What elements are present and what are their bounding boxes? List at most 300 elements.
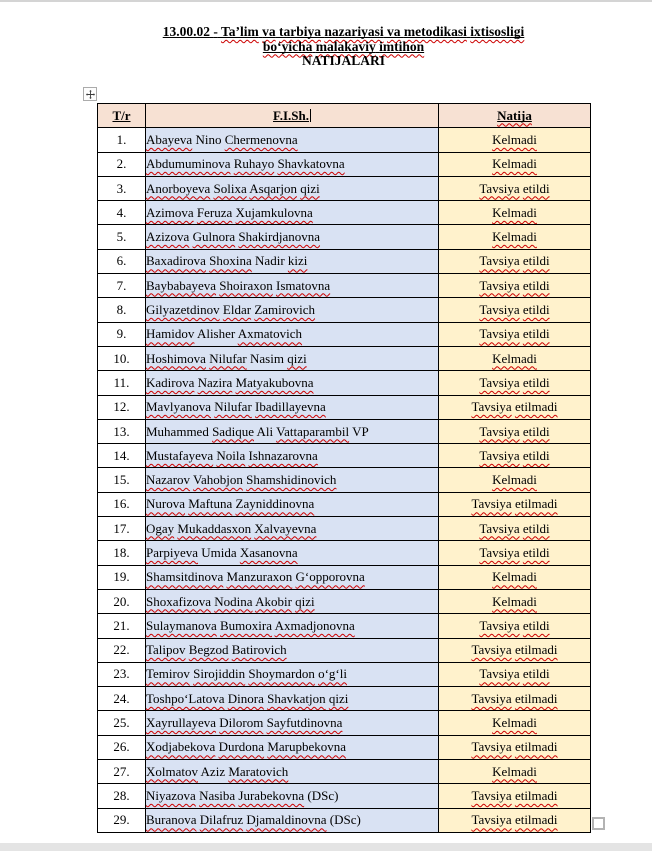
name-cell[interactable] xyxy=(146,419,439,443)
table-row xyxy=(98,249,591,273)
result-cell-text xyxy=(479,618,549,633)
word: Akobir xyxy=(255,593,292,609)
name-cell-text xyxy=(146,399,326,414)
table-row xyxy=(98,371,591,395)
word: ToshpoʻLatova xyxy=(146,690,225,706)
name-cell-text xyxy=(146,181,320,196)
word: Xolmatov xyxy=(146,763,198,779)
word: Maratovich xyxy=(228,763,289,779)
name-cell[interactable] xyxy=(146,711,439,735)
word: Nilufar xyxy=(214,399,252,415)
name-cell-text xyxy=(146,545,298,560)
name-cell[interactable] xyxy=(146,784,439,808)
name-cell[interactable] xyxy=(146,517,439,541)
word: Ruhayo xyxy=(233,156,275,172)
row-number-cell[interactable] xyxy=(98,322,146,346)
result-cell-text xyxy=(492,205,537,220)
word: Mustafayeva xyxy=(146,447,214,463)
word: Shoxina xyxy=(209,253,252,269)
result-cell[interactable] xyxy=(439,614,591,638)
result-cell-text xyxy=(471,691,557,706)
result-cell-text xyxy=(479,375,549,390)
name-cell[interactable] xyxy=(146,492,439,516)
header-cell-result[interactable] xyxy=(439,104,591,128)
name-cell-text xyxy=(146,521,316,536)
result-cell-text xyxy=(479,253,549,268)
word: Solixa xyxy=(213,180,247,196)
name-cell[interactable] xyxy=(146,662,439,686)
word: etildi xyxy=(522,302,550,318)
row-number-cell[interactable] xyxy=(98,468,146,492)
name-cell-text xyxy=(146,569,365,584)
table-row xyxy=(98,711,591,735)
title-line-1 xyxy=(97,25,590,40)
word: Maftuna xyxy=(188,496,233,512)
row-number-cell[interactable] xyxy=(98,784,146,808)
table-resize-handle[interactable] xyxy=(592,817,605,830)
word: Ogay xyxy=(146,520,175,536)
word: Shamsitdinova xyxy=(146,569,224,585)
name-cell[interactable] xyxy=(146,274,439,298)
word: Tavsiya xyxy=(479,520,520,536)
word: Aziz xyxy=(200,763,226,779)
name-cell[interactable] xyxy=(146,687,439,711)
title-line-2 xyxy=(97,40,590,55)
result-cell[interactable] xyxy=(439,638,591,662)
name-cell-text xyxy=(146,278,330,293)
word: Kelmadi xyxy=(492,229,537,245)
result-cell-text xyxy=(479,302,549,317)
word: Tavsiya xyxy=(479,447,520,463)
word: Kelmadi xyxy=(492,593,537,609)
word: Nasiba xyxy=(199,787,236,803)
table-row xyxy=(98,565,591,589)
name-cell-text xyxy=(146,302,315,317)
word: Ismatovna xyxy=(275,277,331,293)
result-cell[interactable] xyxy=(439,176,591,200)
result-cell-text xyxy=(492,351,537,366)
row-number-cell-text: 2. xyxy=(116,156,127,172)
row-number-cell-text: 4. xyxy=(116,204,127,220)
word: etilmadi xyxy=(514,690,558,706)
word: Talipov xyxy=(146,642,186,658)
word: Sirojiddin xyxy=(193,666,246,682)
word: Xujamkulovna xyxy=(235,204,313,220)
row-number-cell[interactable] xyxy=(98,395,146,419)
document-title[interactable] xyxy=(97,25,590,69)
table-row xyxy=(98,395,591,419)
result-cell[interactable] xyxy=(439,492,591,516)
row-number-cell[interactable] xyxy=(98,128,146,152)
word: Marupbekovna xyxy=(267,739,347,755)
row-number-cell[interactable] xyxy=(98,614,146,638)
results-table-body xyxy=(98,128,591,833)
name-cell[interactable] xyxy=(146,468,439,492)
word: VP xyxy=(352,423,369,439)
table-row xyxy=(98,760,591,784)
table-row xyxy=(98,638,591,662)
word: etilmadi xyxy=(514,496,558,512)
word: Kelmadi xyxy=(492,156,537,172)
table-row xyxy=(98,201,591,225)
row-number-cell[interactable] xyxy=(98,298,146,322)
word: Dilafruz xyxy=(199,812,244,828)
word: Dinora xyxy=(227,690,264,706)
name-cell[interactable] xyxy=(146,322,439,346)
row-number-cell-text: 24. xyxy=(113,690,130,706)
word: Xayrullayeva xyxy=(146,715,217,731)
table-row xyxy=(98,322,591,346)
row-number-cell[interactable] xyxy=(98,152,146,176)
word: Kelmadi xyxy=(492,472,537,488)
word: (DSc) xyxy=(307,787,339,803)
word: Kadirova xyxy=(146,374,195,390)
row-number-cell-text: 9. xyxy=(116,326,127,342)
title-line-3: NATIJALARI xyxy=(301,53,385,68)
name-cell[interactable] xyxy=(146,395,439,419)
table-row xyxy=(98,152,591,176)
word: etildi xyxy=(522,180,550,196)
page-break-band xyxy=(0,843,652,851)
row-number-cell[interactable] xyxy=(98,760,146,784)
row-number-cell-text: 20. xyxy=(113,593,130,609)
result-cell[interactable] xyxy=(439,517,591,541)
name-cell-text xyxy=(146,229,320,244)
word: Shavkatjon xyxy=(267,690,326,706)
name-cell[interactable] xyxy=(146,638,439,662)
row-number-cell[interactable] xyxy=(98,176,146,200)
word: Axmatovich xyxy=(237,326,303,342)
word: 13.00.02 xyxy=(162,24,210,39)
word: Anorboyeva xyxy=(146,180,211,196)
word: Tavsiya xyxy=(471,812,512,828)
row-number-cell-text: 13. xyxy=(113,423,130,439)
word: etildi xyxy=(522,253,550,269)
word: Zamirovich xyxy=(254,302,315,318)
word: Chermenovna xyxy=(224,131,298,147)
result-cell-text xyxy=(492,229,537,244)
results-table xyxy=(97,103,591,833)
result-cell[interactable] xyxy=(439,395,591,419)
row-number-cell[interactable] xyxy=(98,249,146,273)
name-cell[interactable] xyxy=(146,541,439,565)
result-cell[interactable] xyxy=(439,128,591,152)
row-number-cell[interactable] xyxy=(98,638,146,662)
result-cell[interactable] xyxy=(439,808,591,832)
word: boʻyicha xyxy=(262,38,313,54)
word: Tavsiya xyxy=(479,666,520,682)
word: Sulaymanova xyxy=(146,617,217,633)
word: Xodjabekova xyxy=(146,739,216,755)
row-number-cell[interactable] xyxy=(98,687,146,711)
word: Xalvayevna xyxy=(254,520,317,536)
row-number-cell[interactable] xyxy=(98,346,146,370)
word: Bumoxira xyxy=(220,617,273,633)
result-cell[interactable] xyxy=(439,468,591,492)
result-cell[interactable] xyxy=(439,760,591,784)
word: Tavsiya xyxy=(471,399,512,415)
row-number-cell[interactable] xyxy=(98,371,146,395)
name-cell-text xyxy=(146,132,298,147)
word: Nodina xyxy=(214,593,253,609)
result-cell-text xyxy=(471,399,557,414)
table-move-handle[interactable] xyxy=(83,87,97,101)
name-cell-text xyxy=(146,326,302,341)
word: Kelmadi xyxy=(492,350,537,366)
word: Xasanovna xyxy=(239,544,298,560)
word: Nurova xyxy=(146,496,185,512)
row-number-cell-text: 11. xyxy=(113,374,130,390)
table-row xyxy=(98,128,591,152)
name-cell-text xyxy=(146,739,346,754)
result-cell[interactable] xyxy=(439,735,591,759)
word: Vahobjon xyxy=(193,472,243,488)
name-cell[interactable] xyxy=(146,201,439,225)
result-cell-text xyxy=(471,496,557,511)
word: Azimova xyxy=(146,204,194,220)
name-cell-text xyxy=(146,351,307,366)
result-cell-text xyxy=(492,569,537,584)
result-cell-text xyxy=(492,715,537,730)
row-number-cell[interactable] xyxy=(98,711,146,735)
name-cell[interactable] xyxy=(146,808,439,832)
table-row xyxy=(98,517,591,541)
word: Hoshimova xyxy=(146,350,206,366)
result-cell[interactable] xyxy=(439,565,591,589)
row-number-cell[interactable] xyxy=(98,735,146,759)
result-cell[interactable] xyxy=(439,541,591,565)
result-cell[interactable] xyxy=(439,444,591,468)
word: Tavsiya xyxy=(479,423,520,439)
word: Mavlyanova xyxy=(146,399,211,415)
page-top-edge xyxy=(0,0,652,2)
table-row xyxy=(98,687,591,711)
result-cell[interactable] xyxy=(439,784,591,808)
header-num-label: T/r xyxy=(112,107,131,123)
table-row xyxy=(98,298,591,322)
result-cell-text xyxy=(492,472,537,487)
row-number-cell[interactable] xyxy=(98,225,146,249)
word: qizi xyxy=(328,690,349,706)
word: Jurabekovna xyxy=(238,787,305,803)
name-cell[interactable] xyxy=(146,589,439,613)
name-cell-text xyxy=(146,205,313,220)
name-cell[interactable] xyxy=(146,152,439,176)
result-cell[interactable] xyxy=(439,322,591,346)
result-cell[interactable] xyxy=(439,711,591,735)
word: nazariyasi xyxy=(324,24,384,39)
word: ixtisosligi xyxy=(470,24,525,39)
word: Tavsiya xyxy=(471,787,512,803)
name-cell[interactable] xyxy=(146,298,439,322)
word: va xyxy=(387,24,401,39)
row-number-cell-text: 25. xyxy=(113,715,130,731)
header-cell-num[interactable] xyxy=(98,104,146,128)
row-number-cell-text: 6. xyxy=(116,253,127,269)
word: Natija xyxy=(497,107,532,123)
word: etilmadi xyxy=(514,642,558,658)
result-cell-text xyxy=(479,545,549,560)
word: tarbiya xyxy=(279,24,321,39)
result-cell-text xyxy=(492,764,537,779)
name-cell[interactable] xyxy=(146,614,439,638)
row-number-cell-text: 1. xyxy=(116,131,127,147)
word: Gilyazetdinov xyxy=(146,302,220,318)
word: Sadique xyxy=(212,423,254,439)
result-cell-text xyxy=(479,521,549,536)
name-cell[interactable] xyxy=(146,565,439,589)
row-number-cell-text: 3. xyxy=(116,180,127,196)
word: - xyxy=(213,24,218,39)
row-number-cell[interactable] xyxy=(98,808,146,832)
word: Tavsiya xyxy=(479,302,520,318)
result-cell[interactable] xyxy=(439,589,591,613)
name-cell[interactable] xyxy=(146,760,439,784)
name-cell[interactable] xyxy=(146,444,439,468)
row-number-cell[interactable] xyxy=(98,201,146,225)
word: qizi xyxy=(300,180,320,196)
word: Dilorom xyxy=(219,715,264,731)
name-cell-text xyxy=(146,472,336,487)
word: Kelmadi xyxy=(492,569,537,585)
name-cell[interactable] xyxy=(146,176,439,200)
four-way-arrow-icon xyxy=(86,90,95,99)
word: Parpiyeva xyxy=(146,544,198,560)
word: Nazarov xyxy=(146,472,191,488)
name-cell[interactable] xyxy=(146,346,439,370)
table-row xyxy=(98,492,591,516)
row-number-cell-text: 7. xyxy=(116,277,127,293)
word: Buranova xyxy=(146,812,197,828)
name-cell-text xyxy=(146,715,342,730)
result-cell[interactable] xyxy=(439,274,591,298)
header-cell-name[interactable] xyxy=(146,104,439,128)
name-cell[interactable] xyxy=(146,128,439,152)
result-cell[interactable] xyxy=(439,249,591,273)
word: Shoymardon xyxy=(248,666,315,682)
word: Feruza xyxy=(196,204,233,220)
word: qizi xyxy=(287,350,307,366)
row-number-cell-text: 14. xyxy=(113,447,130,463)
row-number-cell[interactable] xyxy=(98,565,146,589)
word: etildi xyxy=(522,326,550,342)
word: Tavsiya xyxy=(479,326,520,342)
table-row xyxy=(98,225,591,249)
word: metodikasi xyxy=(403,24,467,39)
row-number-cell[interactable] xyxy=(98,419,146,443)
word: Begzod xyxy=(188,642,229,658)
name-cell-text xyxy=(146,788,338,803)
table-row xyxy=(98,541,591,565)
table-row xyxy=(98,614,591,638)
word: Tavsiya xyxy=(471,690,512,706)
name-cell-text xyxy=(146,764,288,779)
row-number-cell-text: 18. xyxy=(113,544,130,560)
word: Nino xyxy=(195,131,222,147)
result-cell-text xyxy=(479,278,549,293)
table-row xyxy=(98,735,591,759)
row-number-cell-text: 22. xyxy=(113,642,130,658)
row-number-cell-text: 26. xyxy=(113,739,130,755)
word: etildi xyxy=(522,423,550,439)
result-cell-text xyxy=(479,181,549,196)
word: Matyakubovna xyxy=(235,374,314,390)
word: Zayniddinovna xyxy=(235,496,315,512)
name-cell[interactable] xyxy=(146,735,439,759)
word: Ibadillayevna xyxy=(255,399,326,415)
name-cell-text xyxy=(146,253,307,268)
result-cell[interactable] xyxy=(439,419,591,443)
word: va xyxy=(262,24,276,39)
word: Eldar xyxy=(222,302,252,318)
word: etildi xyxy=(522,447,550,463)
table-row xyxy=(98,274,591,298)
name-cell-text xyxy=(146,642,287,657)
word: Durdona xyxy=(218,739,265,755)
name-cell[interactable] xyxy=(146,225,439,249)
row-number-cell[interactable] xyxy=(98,492,146,516)
word: etildi xyxy=(522,666,550,682)
name-cell-text xyxy=(146,424,369,439)
word: Tavsiya xyxy=(471,739,512,755)
row-number-cell[interactable] xyxy=(98,662,146,686)
word: Tavsiya xyxy=(471,496,512,512)
result-cell[interactable] xyxy=(439,225,591,249)
word: Tavsiya xyxy=(479,180,520,196)
name-cell[interactable] xyxy=(146,371,439,395)
row-number-cell-text: 23. xyxy=(113,666,130,682)
word: Shakirdjanovna xyxy=(238,229,321,245)
row-number-cell[interactable] xyxy=(98,274,146,298)
word: Alisher xyxy=(196,326,236,342)
word: Muhammed xyxy=(146,423,209,439)
name-cell-text xyxy=(146,375,314,390)
header-name-label: F.I.Sh. xyxy=(272,107,310,123)
name-cell[interactable] xyxy=(146,249,439,273)
result-cell[interactable] xyxy=(439,662,591,686)
result-cell-text xyxy=(479,666,549,681)
row-number-cell[interactable] xyxy=(98,589,146,613)
word: imtihon xyxy=(379,38,425,54)
word: etildi xyxy=(522,374,550,390)
result-cell-text xyxy=(479,448,549,463)
result-cell[interactable] xyxy=(439,298,591,322)
word: Asqarjon xyxy=(249,180,297,196)
name-cell-text xyxy=(146,496,314,511)
word: Nadir xyxy=(255,253,285,269)
table-row xyxy=(98,176,591,200)
word: etilmadi xyxy=(514,399,558,415)
result-cell[interactable] xyxy=(439,346,591,370)
row-number-cell-text: 21. xyxy=(113,617,130,633)
result-cell[interactable] xyxy=(439,371,591,395)
row-number-cell[interactable] xyxy=(98,541,146,565)
result-cell[interactable] xyxy=(439,201,591,225)
word: etilmadi xyxy=(514,812,558,828)
table-row xyxy=(98,468,591,492)
table-row xyxy=(98,662,591,686)
word: Tavsiya xyxy=(479,277,520,293)
table-row xyxy=(98,444,591,468)
word: Azizova xyxy=(146,229,190,245)
word: Nazira xyxy=(197,374,233,390)
row-number-cell[interactable] xyxy=(98,444,146,468)
word: etildi xyxy=(522,277,550,293)
result-cell[interactable] xyxy=(439,687,591,711)
word: Gulnora xyxy=(192,229,236,245)
row-number-cell[interactable] xyxy=(98,517,146,541)
result-cell[interactable] xyxy=(439,152,591,176)
